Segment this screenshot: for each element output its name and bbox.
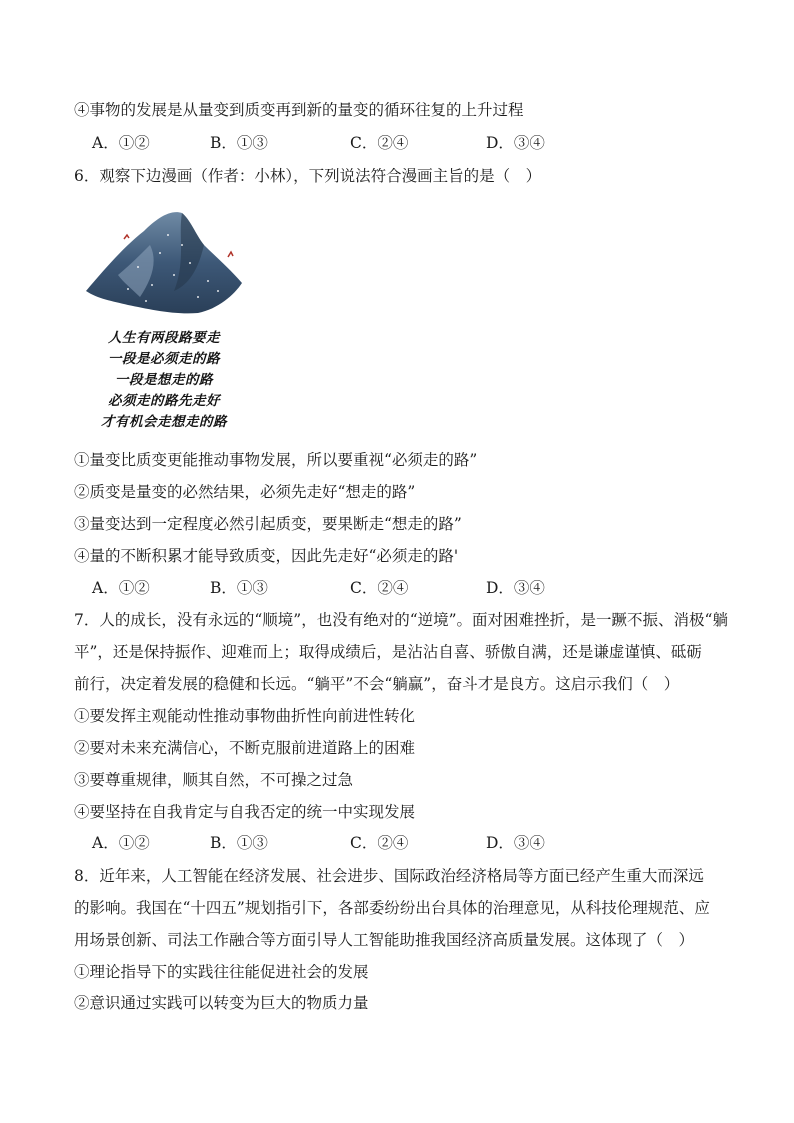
q6-option-c[interactable]: C．②④ [350,579,409,597]
q6-item-1: ①量变比质变更能推动事物发展，所以要重视“必须走的路” [74,451,478,469]
cartoon-line-3: 一段是想走的路 [115,372,213,388]
cartoon-line-4: 必须走的路先走好 [108,393,220,409]
mountain-cartoon [78,205,250,435]
q6-item-2: ②质变是量变的必然结果，必须先走好“想走的路” [74,483,416,501]
cartoon-line-5: 才有机会走想走的路 [101,414,227,430]
q7-option-c[interactable]: C．②④ [350,834,409,852]
q5-option-d[interactable]: D．③④ [486,134,545,152]
q7-option-a[interactable]: A．①② [92,834,150,852]
q6-option-d[interactable]: D．③④ [486,579,545,597]
q6-option-a[interactable]: A．①② [92,579,150,597]
q8-stem-line-1: 8．近年来，人工智能在经济发展、社会进步、国际政治经济格局等方面已经产生重大而深远 [74,867,704,885]
q8-item-1: ①理论指导下的实践往往能促进社会的发展 [74,963,369,981]
q7-stem-line-3: 前行，决定着发展的稳健和长远。“躺平”不会“躺赢”，奋斗才是良方。这启示我们（ ） [74,675,680,693]
q6-item-3: ③量变达到一定程度必然引起质变，要果断走“想走的路” [74,515,462,533]
q7-stem-line-1: 7．人的成长，没有永远的“顺境”，也没有绝对的“逆境”。面对困难挫折，是一蹶不振、消极“躺 [74,611,728,629]
q7-option-b[interactable]: B．①③ [210,834,268,852]
q7-option-d[interactable]: D．③④ [486,834,545,852]
q6-item-4: ④量的不断积累才能导致质变，因此先走好“必须走的路' [74,547,459,565]
q5-item-4: ④事物的发展是从量变到质变再到新的量变的循环往复的上升过程 [74,101,524,119]
q7-item-1: ①要发挥主观能动性推动事物曲折性向前进性转化 [74,707,416,725]
q6-stem: 6．观察下边漫画（作者：小林），下列说法符合漫画主旨的是（ ） [74,167,542,185]
q7-item-4: ④要坚持在自我肯定与自我否定的统一中实现发展 [74,803,416,821]
q8-item-2: ②意识通过实践可以转变为巨大的物质力量 [74,994,369,1012]
mountain-illustration [78,205,250,315]
q8-stem-line-2: 的影响。我国在“十四五”规划指引下，各部委纷纷出台具体的治理意见，从科技伦理规范、应 [74,899,710,917]
q8-stem-line-3: 用场景创新、司法工作融合等方面引导人工智能助推我国经济高质量发展。这体现了（ ） [74,931,695,949]
q7-item-2: ②要对未来充满信心，不断克服前进道路上的困难 [74,739,416,757]
cartoon-line-1: 人生有两段路要走 [108,330,220,346]
q5-option-b[interactable]: B．①③ [210,134,268,152]
q5-option-c[interactable]: C．②④ [350,134,409,152]
cartoon-line-2: 一段是必须走的路 [108,351,220,367]
q5-option-a[interactable]: A．①② [92,134,150,152]
q7-stem-line-2: 平”，还是保持振作、迎难而上；取得成绩后，是沾沾自喜、骄傲自满，还是谦虚谨慎、砥砺 [74,643,702,661]
q6-option-b[interactable]: B．①③ [210,579,268,597]
q7-item-3: ③要尊重规律，顺其自然，不可操之过急 [74,771,354,789]
